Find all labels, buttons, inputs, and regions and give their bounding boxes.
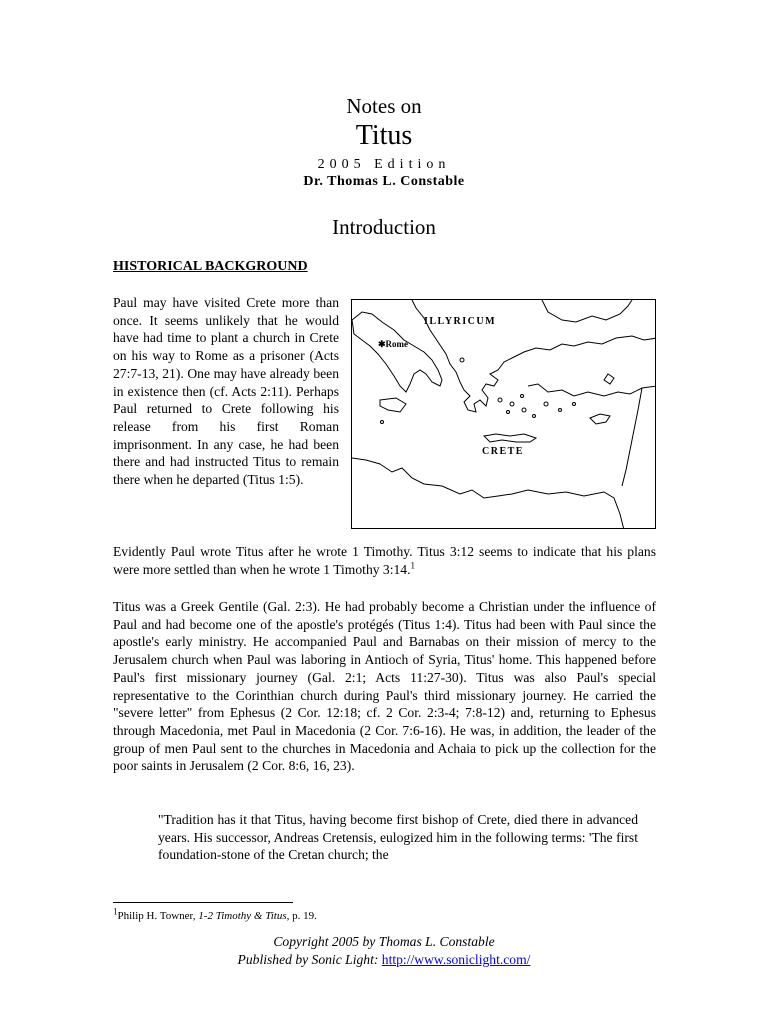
map-outline-drawing xyxy=(352,300,656,529)
edition-label: 2005 Edition xyxy=(317,157,451,172)
map-label-crete: CRETE xyxy=(482,446,524,457)
publisher-line xyxy=(0,952,768,968)
publisher-label: Published by Sonic Light: xyxy=(237,952,382,967)
footnote-reference[interactable]: 1 xyxy=(410,560,416,571)
publisher-link[interactable]: http://www.soniclight.com/ xyxy=(381,952,531,967)
paragraph-titus-background: Titus was a Greek Gentile (Gal. 2:3). He had probably become a Christian under the influence of Paul and had become one of the apostle's protégés (Titus 1:4). Titus had been with Paul since the apostle's early ministry. He accompanied Paul and Barnabas on their mission of mercy to the Jerusalem church when Paul was laboring in Antioch of Syria, Titus' home. This happened before Paul's first missionary journey (Gal. 2:1; Acts 11:27-30). Titus was also Paul's special representative to the Corinthian church during Paul's third missionary journey. He carried the "severe letter" from Ephesus (2 Cor. 12:18; cf. 2 Cor. 2:3-4; 7:8-12) and, returning to Ephesus through Macedonia, met Paul in Macedonia (2 Cor. 7:6-16). He was, in addition, the leader of the group of men Paul sent to the churches in Macedonia and Achaia to pick up the collection for the poor saints in Jerusalem (2 Cor. 8:6, 16, 23). xyxy=(113,599,656,774)
footnote xyxy=(113,906,317,922)
map-figure xyxy=(351,299,656,529)
historical-background-heading: HISTORICAL BACKGROUND xyxy=(113,259,308,274)
author-name: Dr. Thomas L. Constable xyxy=(303,174,465,189)
paragraph-writing-order xyxy=(113,543,656,578)
section-title: Introduction xyxy=(332,215,436,239)
footnote-title: 1-2 Timothy & Titus xyxy=(198,910,287,922)
paragraph-writing-order-text: Evidently Paul wrote Titus after he wrote 1 Timothy. Titus 3:12 seems to indicate that his plans were more settled than when he wrote 1 Timothy 3:14. xyxy=(113,544,656,577)
copyright-line: Copyright 2005 by Thomas L. Constable xyxy=(273,934,495,949)
paragraph-crete-visit: Paul may have visited Crete more than once. It seems unlikely that he would have had time to plant a church in Crete on his way to Rome as a prisoner (Acts 27:7-13, 21). One may have already been in existence then (cf. Acts 2:11). Perhaps Paul returned to Crete following his release from his first Roman imprisonment. In any case, he had been there and had instructed Titus to remain there when he departed (Titus 1:5). xyxy=(113,295,339,488)
block-quote: "Tradition has it that Titus, having become first bishop of Crete, died there in advanced years. His successor, Andreas Cretensis, eulogized him in the following terms: 'The first foundation-stone of the Cretan church; the xyxy=(158,812,638,863)
footnote-divider xyxy=(113,902,293,903)
map-label-rome-text: Rome xyxy=(385,339,409,349)
footnote-number: 1 xyxy=(113,906,118,917)
footnote-author: Philip H. Towner, xyxy=(117,910,199,922)
map-label-rome: ✱Rome xyxy=(378,339,409,349)
book-title: Titus xyxy=(355,120,413,151)
footnote-rest: , p. 19. xyxy=(286,910,317,922)
notes-on-heading: Notes on xyxy=(346,94,422,118)
map-label-illyricum: ILLYRICUM xyxy=(424,316,497,327)
